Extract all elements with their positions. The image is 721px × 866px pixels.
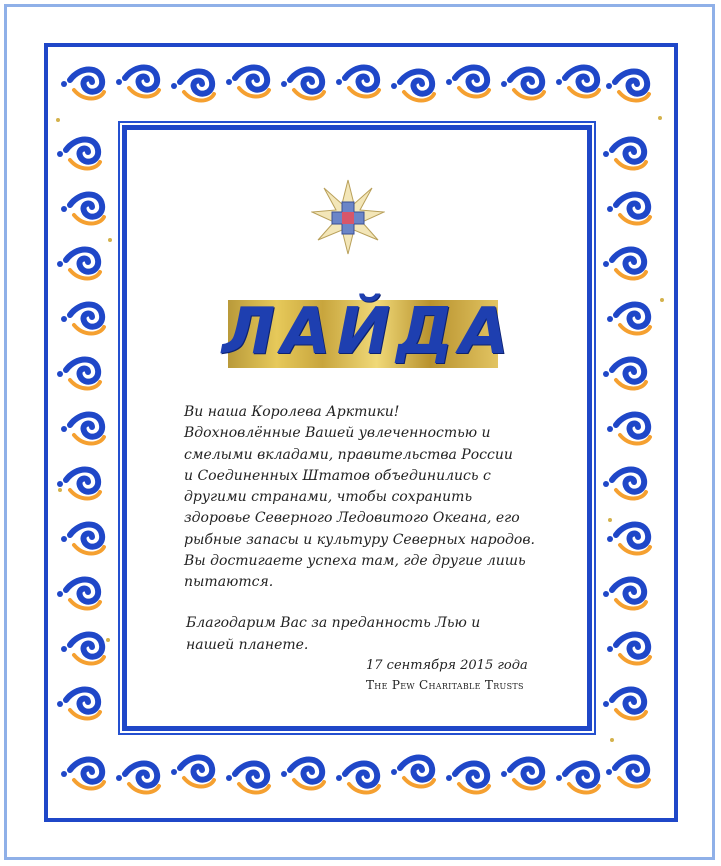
thanks-line: Благодарим Вас за преданность Лью и — [186, 615, 481, 631]
organization-name: The Pew Charitable Trusts — [366, 678, 524, 692]
body-line: Ви наша Королева Арктики! — [184, 404, 400, 420]
body-line: другими странами, чтобы сохранить — [184, 489, 473, 506]
thanks-line: нашей планете. — [186, 637, 309, 653]
certificate-thanks — [186, 612, 586, 656]
body-line: пытаются. — [184, 574, 274, 591]
certificate-body — [184, 402, 584, 594]
body-line: здоровье Северного Ледовитого Океана, его — [184, 510, 520, 527]
certificate-title: ЛАЙДА — [222, 295, 515, 369]
body-line: Вы достигаете успеха там, где другие лишь — [184, 553, 526, 570]
body-line: Вдохновлённые Вашей увлеченностью и — [184, 425, 491, 442]
body-line: смелыми вкладами, правительства России — [184, 446, 513, 463]
certificate-date: 17 сентября 2015 года — [366, 658, 528, 673]
body-line: и Соединенных Штатов объединились с — [184, 467, 491, 484]
star-medal-icon — [311, 178, 385, 262]
body-line: рыбные запасы и культуру Северных народов. — [184, 531, 535, 548]
